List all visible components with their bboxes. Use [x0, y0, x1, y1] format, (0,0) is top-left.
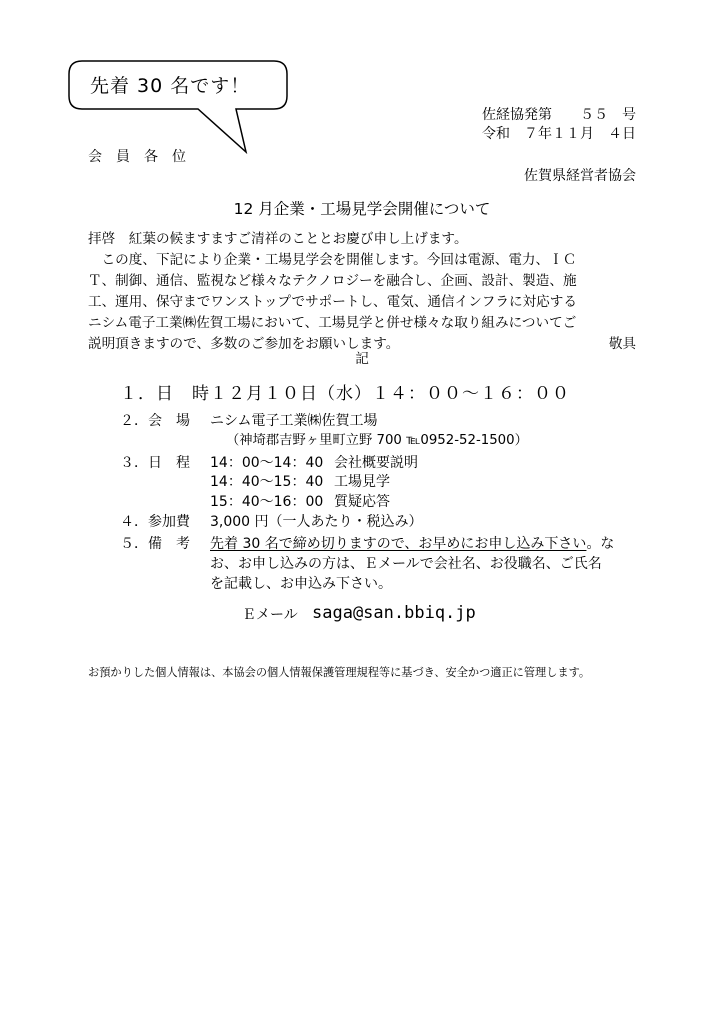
fee-label: ４．参加費	[120, 514, 190, 530]
ki-heading: 記	[355, 351, 369, 367]
privacy-footer: お預かりした個人情報は、本協会の個人情報保護管理規程等に基づき、安全かつ適正に管理します。	[88, 666, 591, 679]
date-label: １．日 時	[120, 384, 210, 404]
callout-text: 先着 30 名です！	[90, 75, 251, 97]
date-value: １２月１０日（水）１４：００～１６：００	[210, 384, 570, 404]
venue-label: ２．会 場	[120, 413, 190, 429]
body-line: 説明頂きますので、多数のご参加をお願いします。	[88, 336, 400, 352]
schedule-label: ３．日 程	[120, 455, 190, 471]
body-line: Ｔ、制御、通信、監視など様々なテクノロジーを融合し、企画、設計、製造、施	[88, 273, 577, 289]
document-date: 令和 ７年１１月 ４日	[482, 126, 636, 142]
notes-line-2: お、お申し込みの方は、Ｅメールで会社名、お役職名、ご氏名	[210, 556, 602, 572]
schedule-time: 15：40～16：00	[210, 494, 324, 510]
recipient: 会 員 各 位	[88, 149, 186, 165]
schedule-time: 14：40～15：40	[210, 474, 324, 490]
notes-line-1	[210, 535, 614, 553]
venue-address: （神埼郡吉野ヶ里町立野 700 ℡0952-52-1500）	[226, 433, 528, 448]
schedule-desc: 質疑応答	[334, 494, 390, 510]
sender: 佐賀県経営者協会	[524, 168, 636, 184]
body-line: ニシム電子工業㈱佐賀工場において、工場見学と併せ様々な取り組みについてご	[88, 315, 577, 331]
body-line: 拝啓 紅葉の候ますますご清祥のこととお慶び申し上げます。	[88, 231, 468, 247]
page-title: 12 月企業・工場見学会開催について	[233, 200, 491, 218]
email-address[interactable]: saga@san.bbiq.jp	[312, 603, 476, 623]
schedule-desc: 会社概要説明	[334, 455, 418, 471]
notes-line-3: を記載し、お申込み下さい。	[210, 576, 392, 592]
body-line: 工、運用、保守までワンストップでサポートし、電気、通信インフラに対応する	[88, 294, 577, 310]
schedule-time: 14：00～14：40	[210, 455, 324, 471]
email-label: Ｅメール	[242, 607, 298, 623]
body-line: この度、下記により企業・工場見学会を開催します。今回は電源、電力、ＩＣ	[88, 252, 577, 268]
closing: 敬具	[608, 336, 636, 352]
venue-value: ニシム電子工業㈱佐賀工場	[210, 413, 378, 429]
document-number: 佐経協発第 ５５ 号	[482, 107, 636, 123]
notes-underlined: 先着 30 名で締め切りますので、お早めにお申し込み下さい	[210, 536, 587, 552]
schedule-desc: 工場見学	[334, 474, 390, 490]
notes-label: ５．備 考	[120, 536, 190, 552]
body-paragraph	[88, 229, 648, 355]
fee-value: 3,000 円（一人あたり・税込み）	[210, 514, 423, 530]
notes-rest: 。な	[586, 536, 615, 552]
